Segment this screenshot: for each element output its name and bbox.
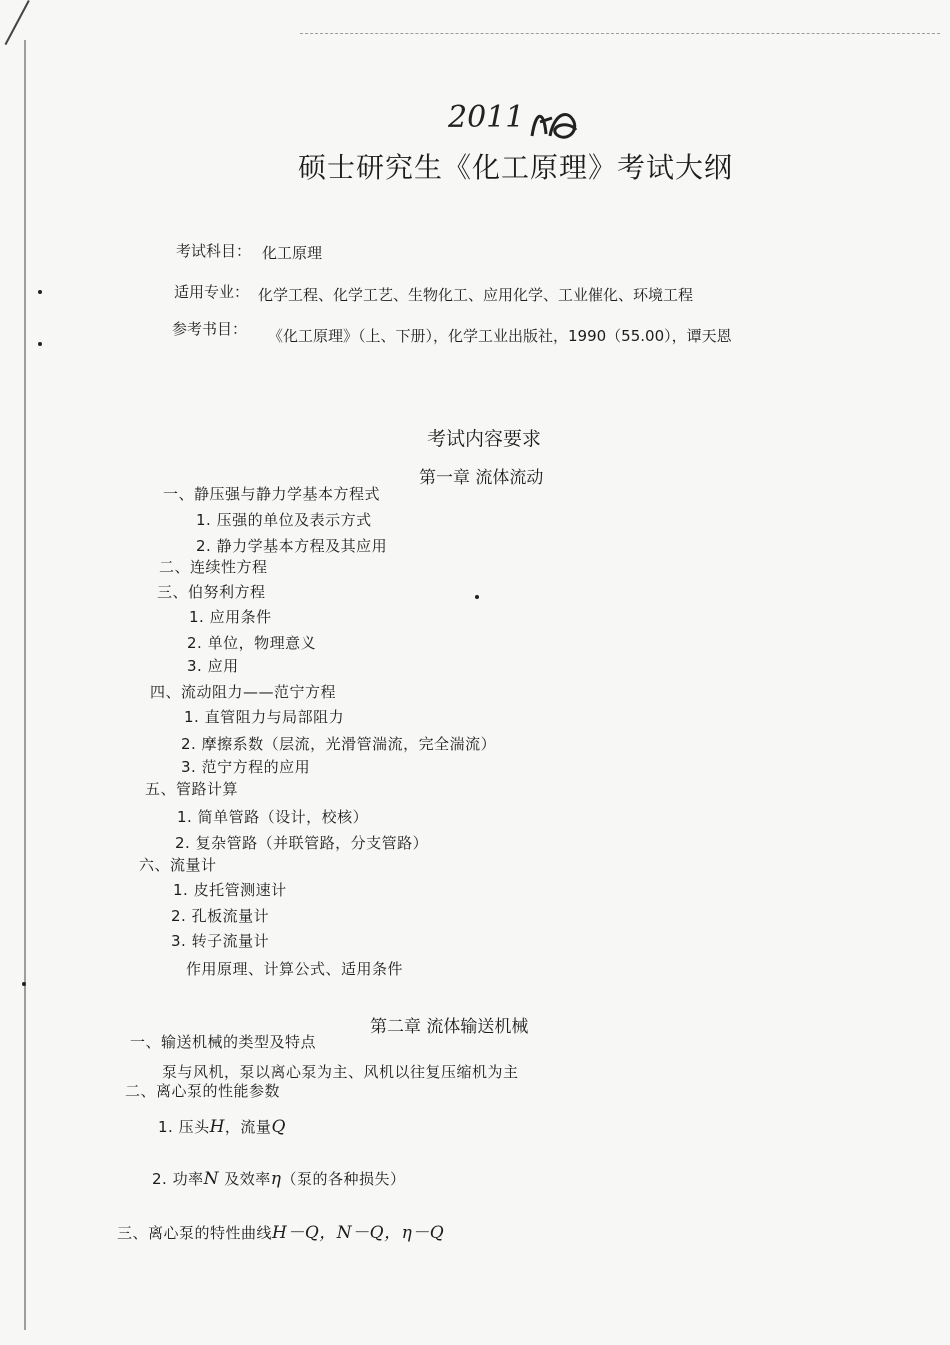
outline-item: 二、离心泵的性能参数 bbox=[125, 1082, 281, 1100]
outline-text: 及效率 bbox=[218, 1170, 271, 1188]
outline-item: 1. 简单管路（设计，校核） bbox=[177, 808, 369, 826]
major-value: 化学工程、化学工艺、生物化工、应用化学、工业催化、环境工程 bbox=[258, 286, 694, 304]
outline-item bbox=[152, 1168, 405, 1189]
outline-item: 3. 应用 bbox=[187, 657, 239, 675]
outline-text: 2. 功率 bbox=[152, 1170, 204, 1188]
outline-item: 二、连续性方程 bbox=[159, 558, 268, 576]
outline-item: 四、流动阻力——范宁方程 bbox=[150, 683, 337, 701]
math-symbol: N bbox=[203, 1169, 219, 1189]
outline-text: 三、离心泵的特性曲线 bbox=[117, 1224, 273, 1242]
outline-item: 1. 直管阻力与局部阻力 bbox=[184, 708, 345, 726]
scan-speck bbox=[38, 290, 42, 294]
chapter2-heading: 第二章 流体输送机械 bbox=[370, 1017, 529, 1037]
outline-item: 五、管路计算 bbox=[145, 780, 239, 798]
outline-item: 3. 范宁方程的应用 bbox=[181, 758, 311, 776]
outline-item: 3. 转子流量计 bbox=[171, 932, 270, 950]
outline-item: 2. 静力学基本方程及其应用 bbox=[196, 537, 388, 555]
outline-item: 六、流量计 bbox=[139, 856, 217, 874]
outline-item: 三、伯努利方程 bbox=[157, 583, 266, 601]
math-symbol: Q bbox=[271, 1117, 286, 1137]
handwritten-year: 2011 bbox=[448, 100, 525, 135]
math-symbol: η bbox=[270, 1169, 282, 1189]
math-symbol: H－Q，N－Q，η－Q bbox=[272, 1223, 445, 1243]
scan-mark bbox=[5, 0, 30, 45]
scan-speck bbox=[475, 595, 479, 599]
subject-value: 化工原理 bbox=[262, 244, 323, 262]
scan-speck bbox=[22, 982, 26, 986]
page-title: 硕士研究生《化工原理》考试大纲 bbox=[298, 151, 734, 184]
reference-value: 《化工原理》（上、下册），化学工业出版社，1990（55.00），谭天恩 bbox=[268, 327, 732, 345]
reference-label: 参考书目： bbox=[172, 320, 248, 338]
outline-item: 一、输送机械的类型及特点 bbox=[130, 1033, 317, 1051]
outline-text: （泵的各种损失） bbox=[281, 1170, 406, 1188]
scan-binding-edge bbox=[24, 40, 26, 1330]
outline-item: 1. 皮托管测速计 bbox=[173, 881, 287, 899]
outline-item bbox=[117, 1218, 444, 1243]
math-symbol: H bbox=[209, 1117, 225, 1137]
outline-item: 泵与风机，泵以离心泵为主、风机以往复压缩机为主 bbox=[162, 1063, 519, 1081]
outline-item: 2. 摩擦系数（层流，光滑管湍流，完全湍流） bbox=[181, 735, 497, 753]
outline-item: 作用原理、计算公式、适用条件 bbox=[186, 960, 404, 978]
chapter1-heading: 第一章 流体流动 bbox=[419, 468, 544, 488]
outline-item: 一、静压强与静力学基本方程式 bbox=[163, 485, 381, 503]
major-label: 适用专业： bbox=[174, 283, 250, 301]
outline-text: 1. 压头 bbox=[158, 1118, 210, 1136]
outline-item bbox=[158, 1116, 286, 1137]
scan-speck bbox=[38, 342, 42, 346]
subject-label: 考试科目： bbox=[176, 242, 252, 260]
outline-item: 2. 孔板流量计 bbox=[171, 907, 270, 925]
outline-item: 2. 复杂管路（并联管路，分支管路） bbox=[175, 834, 429, 852]
scan-top-edge bbox=[300, 33, 940, 34]
outline-text: ，流量 bbox=[224, 1118, 272, 1136]
outline-item: 2. 单位，物理意义 bbox=[187, 634, 317, 652]
requirements-heading: 考试内容要求 bbox=[427, 428, 542, 450]
scribble-mark bbox=[528, 106, 580, 144]
outline-item: 1. 压强的单位及表示方式 bbox=[196, 511, 372, 529]
outline-item: 1. 应用条件 bbox=[189, 608, 272, 626]
